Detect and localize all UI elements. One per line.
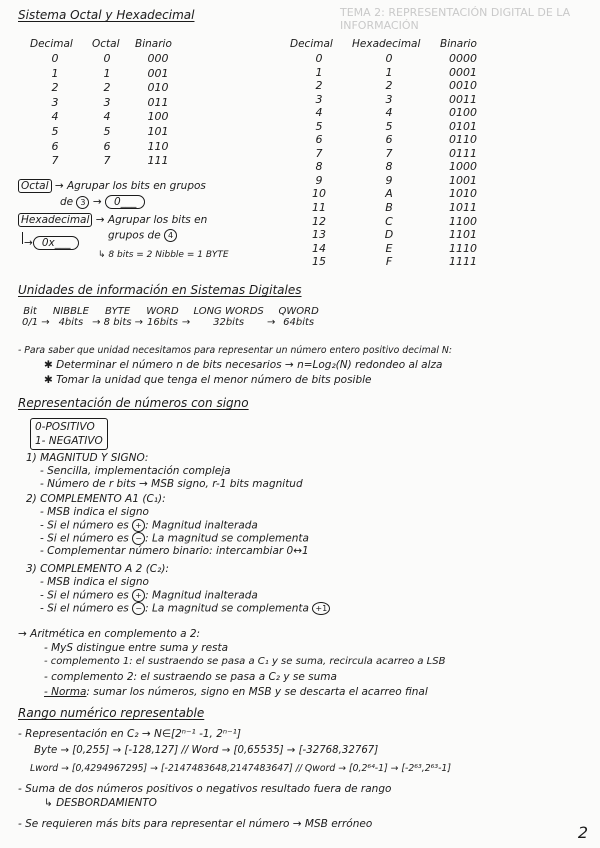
c2-title: 3) COMPLEMENTO A 2 (C₂): bbox=[26, 563, 169, 575]
unit-nibble: NIBBLE 4bits bbox=[52, 306, 89, 328]
octal-note-line2: de 3 → 0___ bbox=[60, 195, 145, 209]
octal-col-octal: 0 1 2 3 4 5 6 7 bbox=[103, 52, 111, 168]
byte-equivalence: ↳ 8 bits = 2 Nibble = 1 BYTE bbox=[98, 250, 229, 260]
c1-line3: - Si el número es − : La magnitud se complementa bbox=[40, 532, 309, 545]
hex-note-text: → Agrupar los bits en bbox=[95, 214, 208, 226]
mys-line2: - Número de r bits → MSB signo, r-1 bits magnitud bbox=[40, 478, 303, 490]
octal-header-octal: Octal bbox=[92, 38, 120, 50]
hex-col-hex: 0 1 2 3 4 5 6 7 8 9 A B C D E F bbox=[384, 52, 394, 269]
octal-prefix-pill: 0___ bbox=[105, 195, 145, 209]
range-line2: Byte → [0,255] → [-128,127] // Word → [0,65535] → [-32768,32767] bbox=[34, 745, 379, 756]
hex-col-binario: 0000 0001 0010 0011 0100 0101 0110 0111 1000 1001 1010 1011 1100 1101 1110 1111 bbox=[449, 52, 477, 269]
c1-line4: - Complementar número binario: intercambiar 0↔1 bbox=[40, 545, 309, 557]
unit-bit: Bit 0/1 bbox=[22, 306, 39, 328]
hex-note bbox=[18, 214, 207, 226]
octal-header-decimal: Decimal bbox=[30, 38, 73, 50]
plus-circle-icon: + bbox=[132, 589, 145, 602]
unit-byte: BYTE 8 bits bbox=[103, 306, 132, 328]
arith-line4: - Norma: sumar los números, signo en MSB y se descarta el acarreo final bbox=[44, 686, 428, 698]
hex-note-line2: grupos de 4 bbox=[108, 229, 177, 242]
octal-hex-title: Sistema Octal y Hexadecimal bbox=[18, 8, 195, 22]
plus-one-circle-icon: +1 bbox=[312, 602, 330, 615]
range-title: Rango numérico representable bbox=[18, 706, 205, 720]
sign-negative: 1- NEGATIVO bbox=[35, 435, 103, 447]
units-line2: ✱ Determinar el número n de bits necesarios → n=Log₂(N) redondeo al alza bbox=[44, 359, 443, 371]
arith-line3: - complemento 2: el sustraendo se pasa a C₂ y se suma bbox=[44, 671, 337, 683]
signed-title: Representación de números con signo bbox=[18, 396, 249, 410]
unit-word: WORD 16bits bbox=[146, 306, 179, 328]
units-line3: ✱ Tomar la unidad que tenga el menor número de bits posible bbox=[44, 374, 372, 386]
arith-line2: - complemento 1: el sustraendo se pasa a C₁ y se suma, recircula acarreo a LSB bbox=[44, 656, 446, 667]
hex-col-decimal: 0 1 2 3 4 5 6 7 8 9 10 11 12 13 14 15 bbox=[312, 52, 326, 269]
arith-title: → Aritmética en complemento a 2: bbox=[18, 628, 201, 640]
octal-note bbox=[18, 180, 206, 192]
range-line3: Lword → [0,4294967295] → [-2147483648,2147483647] // Qword → [0,2⁶⁴-1] → [-2⁶³,2⁶³-1] bbox=[30, 763, 451, 774]
hex-header-decimal: Decimal bbox=[290, 38, 333, 50]
hex-branch-line bbox=[22, 232, 23, 244]
minus-circle-icon: − bbox=[132, 532, 145, 545]
sign-positive: 0-POSITIVO bbox=[35, 421, 95, 433]
circled-three-icon: 3 bbox=[76, 196, 89, 209]
circled-four-icon: 4 bbox=[164, 229, 177, 242]
c2-line2: - Si el número es + : Magnitud inalterada bbox=[40, 589, 258, 602]
plus-circle-icon: + bbox=[132, 519, 145, 532]
mys-line1: - Sencilla, implementación compleja bbox=[40, 465, 231, 477]
units-line1: - Para saber que unidad necesitamos para representar un número entero positivo decimal N: bbox=[18, 345, 452, 356]
unit-long-words: LONG WORDS 32bits bbox=[193, 306, 264, 328]
c2-line3: - Si el número es − : La magnitud se complementa +1 bbox=[40, 602, 330, 615]
range-line1: - Representación en C₂ → N∈[2ⁿ⁻¹ -1, 2ⁿ⁻¹] bbox=[18, 728, 241, 740]
octal-col-decimal: 0 1 2 3 4 5 6 7 bbox=[51, 52, 59, 168]
hex-prefix: → 0x___ bbox=[24, 236, 79, 250]
c1-title: 2) COMPLEMENTO A1 (C₁): bbox=[26, 493, 166, 505]
arith-line1: - MyS distingue entre suma y resta bbox=[44, 642, 229, 654]
page-number: 2 bbox=[577, 823, 588, 842]
range-line5: ↳ DESBORDAMIENTO bbox=[44, 797, 157, 809]
octal-note-text: → Agrupar los bits en grupos bbox=[54, 180, 206, 192]
c1-line1: - MSB indica el signo bbox=[40, 506, 149, 518]
octal-label: Octal bbox=[18, 179, 52, 193]
range-line6: - Se requieren más bits para representar el número → MSB erróneo bbox=[18, 818, 373, 830]
hex-prefix-pill: 0x___ bbox=[33, 236, 80, 250]
minus-circle-icon: − bbox=[132, 602, 145, 615]
hex-header-hexadecimal: Hexadecimal bbox=[352, 38, 421, 50]
sign-legend-box bbox=[30, 418, 108, 450]
mys-title: 1) MAGNITUD Y SIGNO: bbox=[26, 452, 149, 464]
units-title: Unidades de información en Sistemas Digitales bbox=[18, 283, 302, 297]
hex-label: Hexadecimal bbox=[18, 213, 92, 227]
ghost-header: TEMA 2: REPRESENTACIÓN DIGITAL DE LA INFORMACIÓN bbox=[340, 6, 571, 32]
range-line4: - Suma de dos números positivos o negativos resultado fuera de rango bbox=[18, 783, 392, 795]
c1-line2: - Si el número es + : Magnitud inalterada bbox=[40, 519, 258, 532]
octal-header-binario: Binario bbox=[135, 38, 172, 50]
octal-col-binario: 000 001 010 011 100 101 110 111 bbox=[147, 52, 169, 168]
hex-header-binario: Binario bbox=[440, 38, 477, 50]
c2-line1: - MSB indica el signo bbox=[40, 576, 149, 588]
units-chain: Bit 0/1 → NIBBLE 4bits → BYTE 8 bits → WORD 16bits → LONG WORDS 32bits → QWORD 64bits bbox=[22, 306, 319, 328]
unit-qword: QWORD 64bits bbox=[278, 306, 319, 328]
